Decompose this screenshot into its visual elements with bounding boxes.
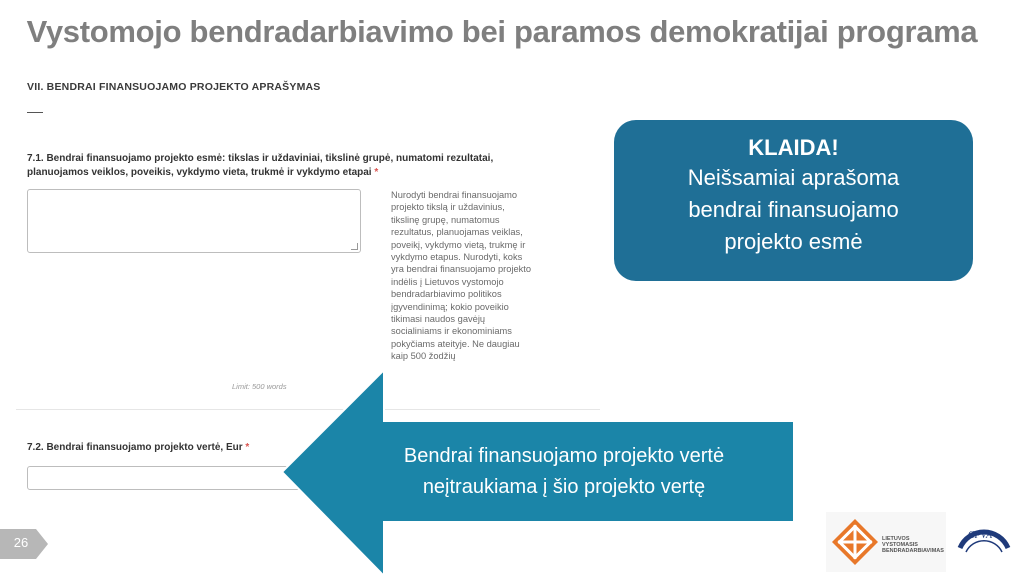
error-callout (614, 120, 973, 281)
error-title: KLAIDA! (748, 135, 839, 160)
question-7-1-label (27, 152, 547, 180)
question-7-1-text: 7.1. Bendrai finansuojamo projekto esmė: tikslas ir uždaviniai, tikslinė grupė, numatomi rezultatai, planuojamos veiklos, poveikis, vykdymo vieta, trukmė ir vykdymo etapai (27, 153, 494, 178)
section-header: VII. BENDRAI FINANSUOJAMO PROJEKTO APRAŠYMAS (27, 81, 321, 93)
arrow-callout-text: Bendrai finansuojamo projekto vertė neįtraukiama į šio projekto vertę (403, 445, 725, 498)
section-underline (27, 112, 43, 113)
slide-title: Vystomojo bendradarbiavimo bei paramos demokratijai programa (26, 14, 978, 49)
error-message: Neišsamiai aprašoma bendrai finansuojamo projekto esmė (687, 165, 900, 254)
cpva-logo-text: CPVA (967, 530, 993, 541)
project-essence-hint: Nurodyti bendrai finansuojamo projekto tikslą ir uždavinius, tikslinę grupę, numatomus rezultatus, planuojamas veiklas, poveikį, vykdymo vietą, trukmę ir vykdymo etapus. Nurodyti, koks yra bendrai finansuojamo projekto indėlis į Lietuvos vystomojo bendradarbiavimo politikos įgyvendinimą; kokio poveikio tikimasi naudos gavėjų socialiniams ir ekonominiams pokyčiams ateityje. Ne daugiau kaip 500 žodžių (391, 190, 532, 362)
lvb-emblem-icon (830, 517, 880, 567)
slide-number: 26 (13, 535, 29, 550)
lvb-logo (826, 512, 946, 572)
resize-handle[interactable] (351, 243, 358, 250)
word-limit-note: Limit: 500 words (232, 382, 287, 391)
question-7-2-text: 7.2. Bendrai finansuojamo projekto vertė, Eur (27, 442, 243, 453)
project-essence-textarea[interactable] (27, 189, 361, 253)
required-mark: * (374, 167, 379, 178)
lvb-logo-text: LIETUVOS VYSTOMASIS BENDRADARBIAVIMAS (882, 536, 944, 554)
question-7-2-label (27, 442, 249, 453)
required-mark: * (245, 442, 250, 453)
